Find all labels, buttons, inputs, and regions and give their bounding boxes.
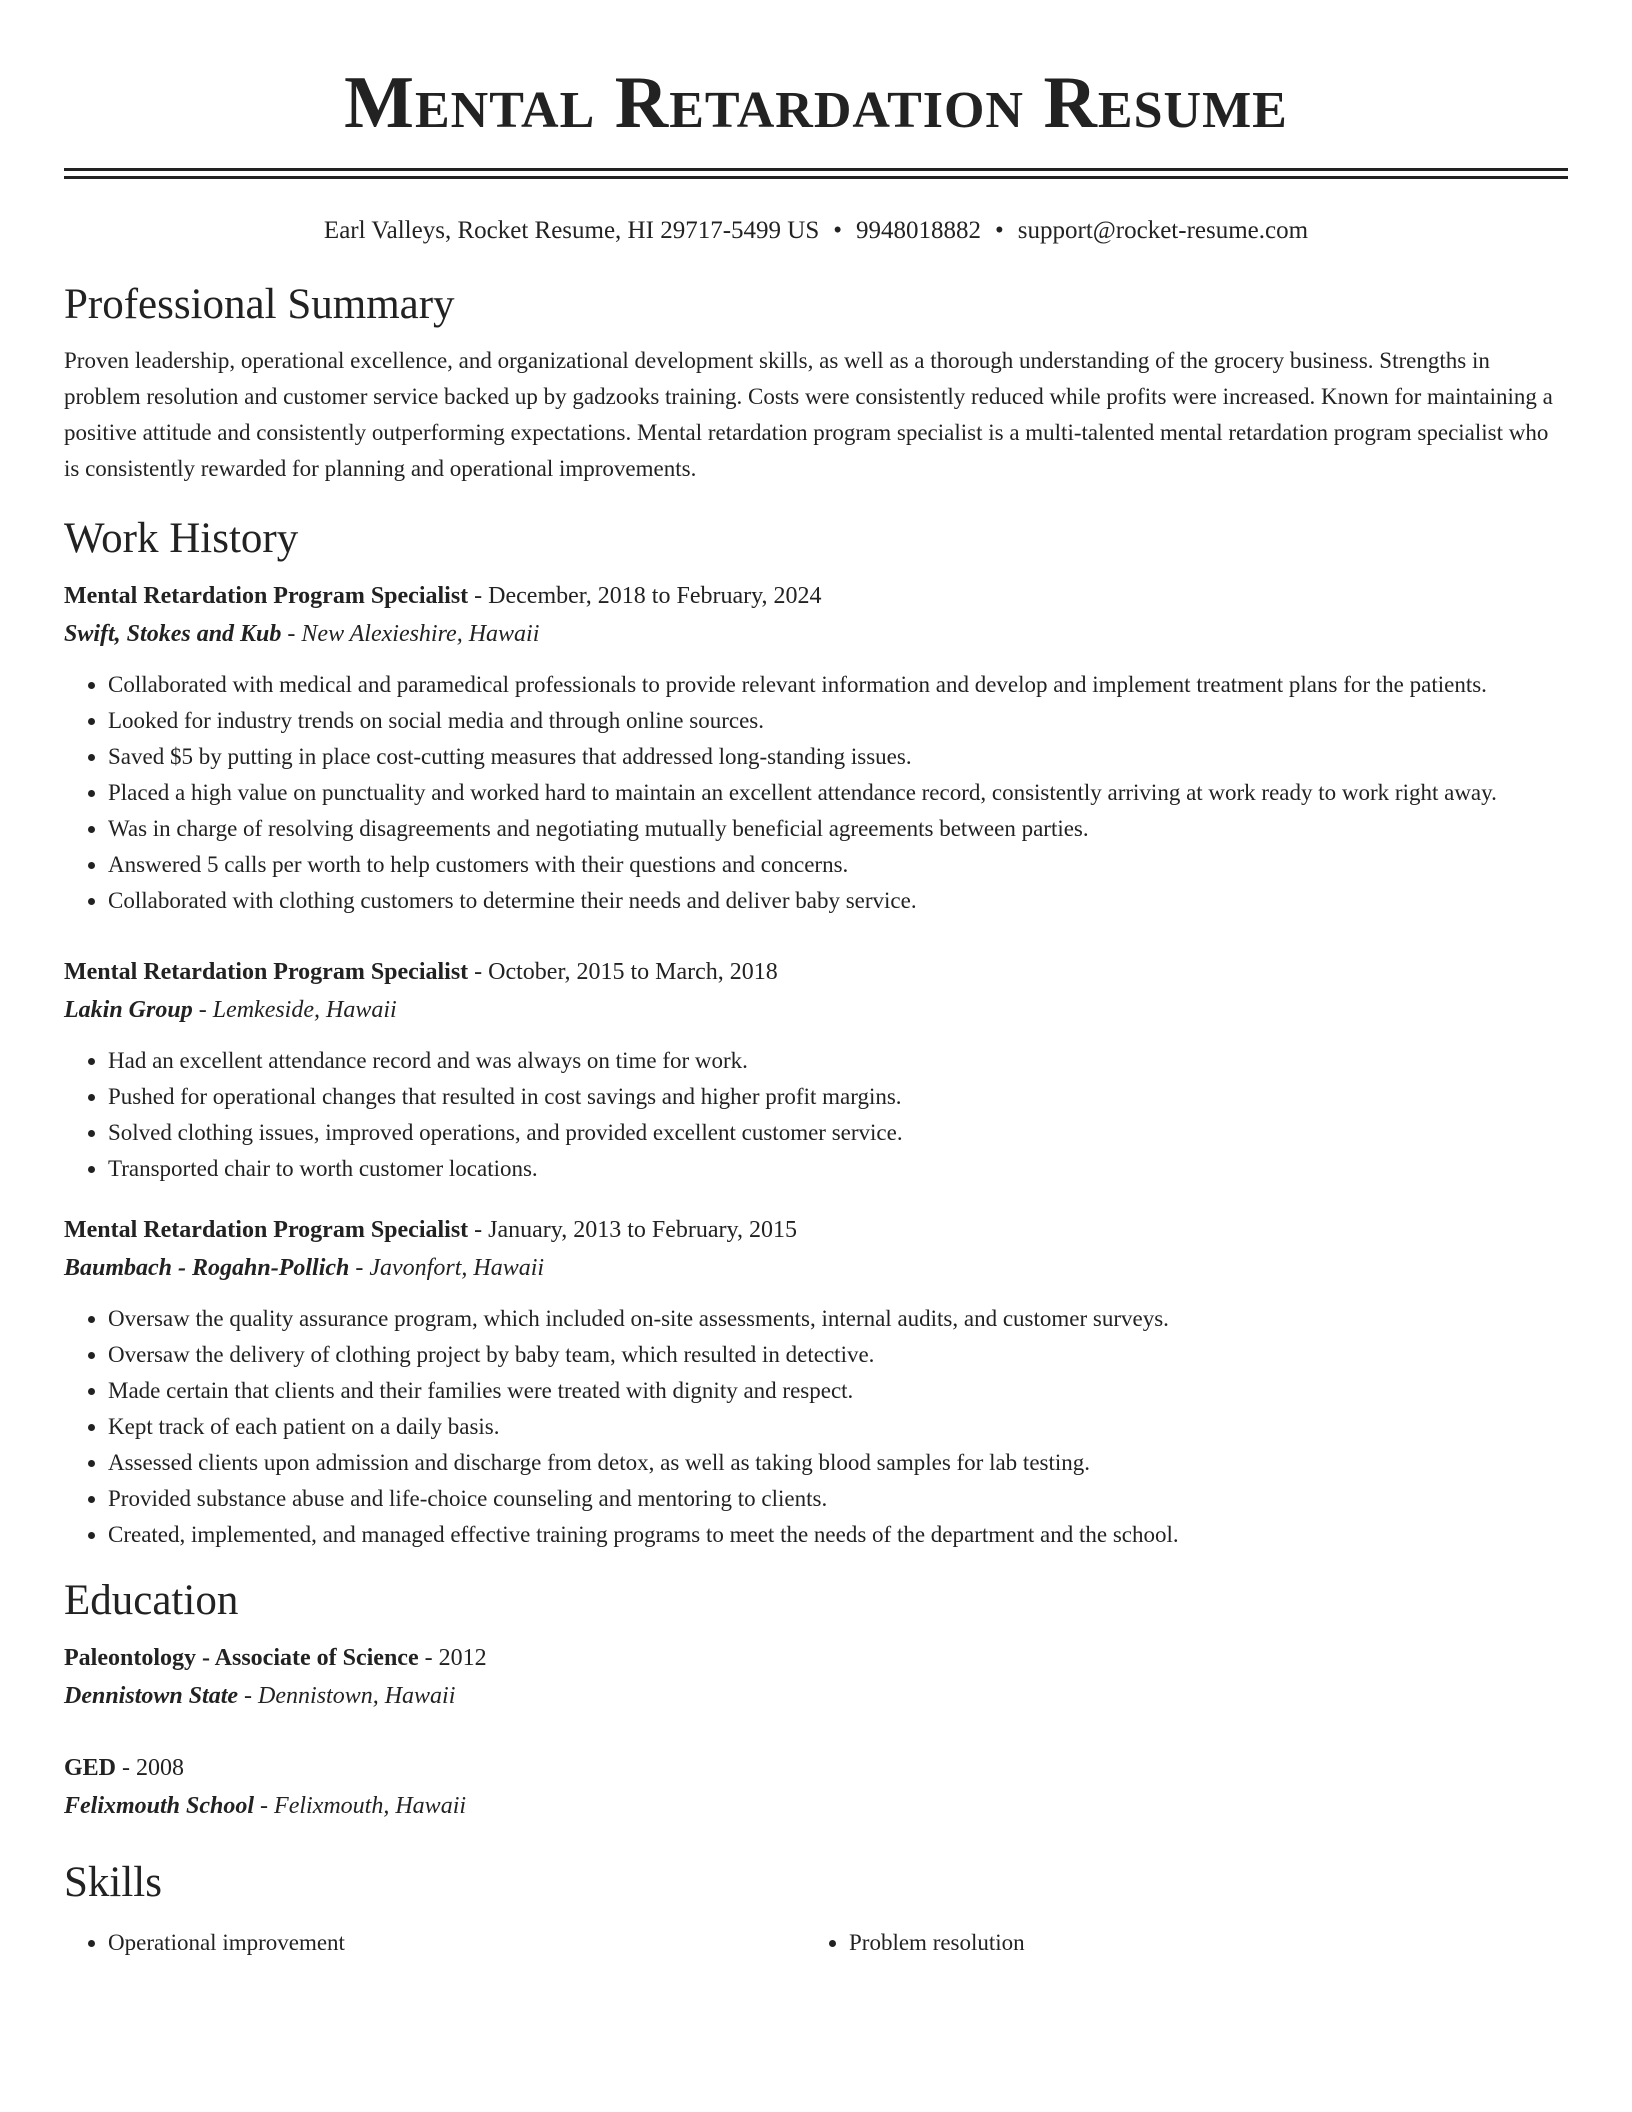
job-dates: December, 2018 to February, 2024 <box>488 583 822 609</box>
contact-separator: • <box>833 217 842 244</box>
degree-line <box>64 1639 1568 1677</box>
list-item: • Was in charge of resolving disagreements and negotiating mutually beneficial agreements between parties. <box>108 811 1568 847</box>
school-location: Felixmouth, Hawaii <box>274 1793 467 1819</box>
job-title-line <box>64 953 1568 991</box>
skills-heading: Skills <box>64 1859 162 1906</box>
list-item: • Transported chair to worth customer locations. <box>108 1151 1568 1187</box>
degree-year: 2008 <box>136 1755 185 1781</box>
resume-title: Mental Retardation Resume <box>344 62 1288 144</box>
dash: - <box>192 997 213 1023</box>
list-item: • Answered 5 calls per worth to help customers with their questions and concerns. <box>108 847 1568 883</box>
list-item: • Looked for industry trends on social media and through online sources. <box>108 703 1568 739</box>
list-item: • Created, implemented, and managed effective training programs to meet the needs of the department and the school. <box>108 1517 1568 1553</box>
job-company-line <box>64 1249 1568 1287</box>
dash: - <box>468 1217 489 1243</box>
list-item: • Operational improvement <box>108 1925 805 1961</box>
school-location: Dennistown, Hawaii <box>258 1683 456 1709</box>
education-heading: Education <box>64 1577 239 1624</box>
list-item: • Oversaw the delivery of clothing project by baby team, which resulted in detective. <box>108 1337 1568 1373</box>
job-title: Mental Retardation Program Specialist <box>64 583 469 609</box>
contact-address: Earl Valleys, Rocket Resume, HI 29717-5499 US <box>323 217 820 244</box>
job-bullets <box>64 1301 1568 1553</box>
dash: - <box>468 583 489 609</box>
skills-grid <box>64 1925 1568 1961</box>
school: Dennistown State <box>64 1683 239 1709</box>
contact-separator: • <box>995 217 1004 244</box>
list-item: • Solved clothing issues, improved operations, and provided excellent customer service. <box>108 1115 1568 1151</box>
dash: - <box>238 1683 259 1709</box>
education-entry <box>64 1749 1568 1825</box>
dash: - <box>254 1793 275 1819</box>
job-title-line <box>64 577 1568 615</box>
list-item: • Collaborated with clothing customers to determine their needs and deliver baby service. <box>108 883 1568 919</box>
job-company-line <box>64 615 1568 653</box>
list-item: • Placed a high value on punctuality and worked hard to maintain an excellent attendance record, consistently arriving at work ready to work right away. <box>108 775 1568 811</box>
skills-column-left <box>64 1925 805 1961</box>
list-item: • Had an excellent attendance record and was always on time for work. <box>108 1043 1568 1079</box>
list-item: • Assessed clients upon admission and discharge from detox, as well as taking blood samples for lab testing. <box>108 1445 1568 1481</box>
job-bullets <box>64 667 1568 919</box>
list-item: • Saved $5 by putting in place cost-cutting measures that addressed long-standing issues. <box>108 739 1568 775</box>
list-item: • Made certain that clients and their families were treated with dignity and respect. <box>108 1373 1568 1409</box>
summary-text: Proven leadership, operational excellence, and organizational development skills, as well as a thorough understanding of the grocery business. Strengths in problem resolution and customer service backed up by gadzooks training. Costs were consistently reduced while profits were increased. Known for maintaining a positive attitude and consistently outperforming expectations. Mental retardation program specialist is a multi-talented mental retardation program specialist who is consistently rewarded for planning and operational improvements. <box>64 348 1553 481</box>
list-item: • Kept track of each patient on a daily basis. <box>108 1409 1568 1445</box>
work-history-heading: Work History <box>64 515 299 562</box>
job-entry <box>64 1211 1568 1553</box>
job-company: Swift, Stokes and Kub <box>64 621 282 647</box>
contact-line <box>64 215 1568 247</box>
contact-email: support@rocket-resume.com <box>1017 217 1309 244</box>
job-dates: October, 2015 to March, 2018 <box>488 959 778 985</box>
list-item: • Oversaw the quality assurance program, which included on-site assessments, internal audits, and customer surveys. <box>108 1301 1568 1337</box>
contact-phone: 9948018882 <box>856 217 981 244</box>
school-line <box>64 1787 1568 1825</box>
job-location: Javonfort, Hawaii <box>369 1255 545 1281</box>
school-line <box>64 1677 1568 1715</box>
list-item: • Problem resolution <box>849 1925 1546 1961</box>
job-location: New Alexieshire, Hawaii <box>301 621 540 647</box>
list-item: • Pushed for operational changes that resulted in cost savings and higher profit margins. <box>108 1079 1568 1115</box>
job-title: Mental Retardation Program Specialist <box>64 1217 469 1243</box>
dash: - <box>349 1255 370 1281</box>
job-bullets <box>64 1043 1568 1187</box>
degree: GED <box>64 1755 117 1781</box>
list-item: • Collaborated with medical and paramedical professionals to provide relevant information and develop and implement treatment plans for the patients. <box>108 667 1568 703</box>
education-entry <box>64 1639 1568 1715</box>
dash: - <box>281 621 302 647</box>
school: Felixmouth School <box>64 1793 255 1819</box>
dash: - <box>418 1645 439 1671</box>
list-item: • Provided substance abuse and life-choice counseling and mentoring to clients. <box>108 1481 1568 1517</box>
job-company: Baumbach - Rogahn-Pollich <box>64 1255 350 1281</box>
degree-line <box>64 1749 1568 1787</box>
job-company: Lakin Group <box>64 997 193 1023</box>
job-company-line <box>64 991 1568 1029</box>
job-location: Lemkeside, Hawaii <box>212 997 397 1023</box>
summary-heading: Professional Summary <box>64 281 455 328</box>
skills-column-right <box>805 1925 1546 1961</box>
dash: - <box>116 1755 137 1781</box>
job-entry <box>64 577 1568 919</box>
title-double-rule <box>64 168 1568 179</box>
job-title-line <box>64 1211 1568 1249</box>
degree-year: 2012 <box>438 1645 487 1671</box>
job-title: Mental Retardation Program Specialist <box>64 959 469 985</box>
dash: - <box>468 959 489 985</box>
degree: Paleontology - Associate of Science <box>64 1645 419 1671</box>
job-dates: January, 2013 to February, 2015 <box>488 1217 797 1243</box>
job-entry <box>64 953 1568 1187</box>
